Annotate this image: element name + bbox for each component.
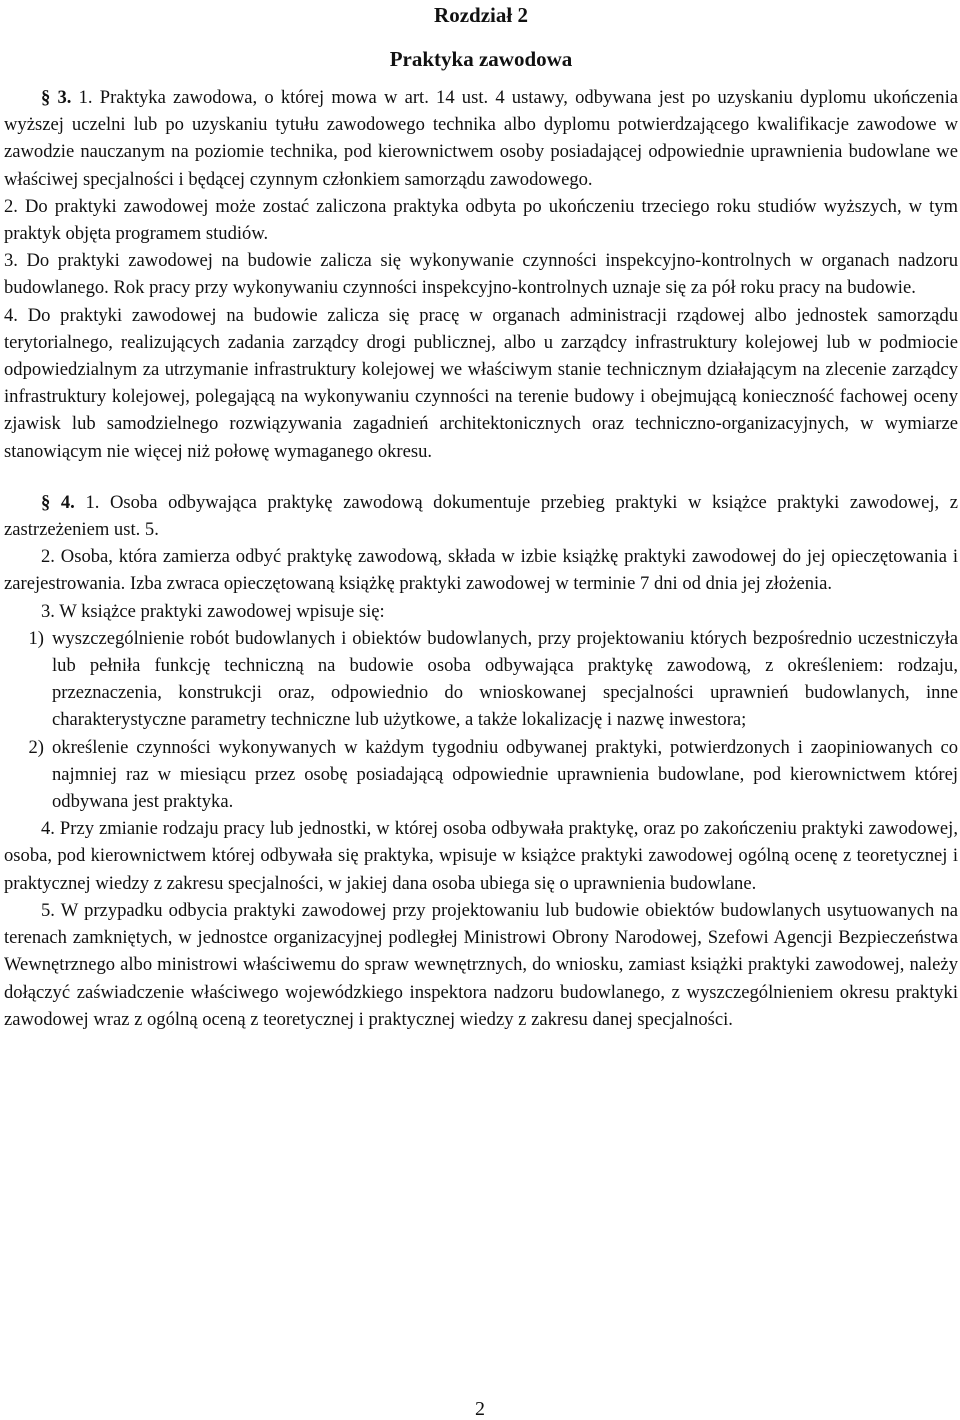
section-4-paragraph-2: 2. Osoba, która zamierza odbyć praktykę zawodową, składa w izbie książkę praktyki zawodowej do jej opieczętowania i zarejestrowania. Izba zwraca opieczętowaną książkę praktyki zawodowej w terminie 7 dni od dnia jej złożenia.: [4, 546, 958, 595]
list-item-number: 1): [28, 627, 44, 649]
document-page: [4, 0, 958, 1033]
list-item-number: 2): [28, 736, 44, 758]
chapter-title: Rozdział 2: [434, 3, 528, 27]
section-4-paragraph-3: 3. W książce praktyki zawodowej wpisuje się:: [41, 600, 385, 622]
section-4-mark: § 4.: [41, 491, 75, 513]
page-number: 2: [475, 1398, 485, 1420]
chapter-subtitle: Praktyka zawodowa: [389, 47, 573, 71]
section-3-paragraph-2: 2. Do praktyki zawodowej może zostać zaliczona praktyka odbyta po ukończeniu trzeciego roku studiów wyższych, w tym praktyk objęta programem studiów.: [4, 195, 958, 245]
section-3-mark: § 3.: [41, 87, 72, 108]
list-item-text: określenie czynności wykonywanych w każdym tygodniu odbywanej praktyki, potwierdzonych i zaopiniowanych co najmniej raz w miesiącu przez osobę posiadającą odpowiednie uprawnienia budowlane, pod kierownictwem której odbywana jest praktyka.: [52, 736, 958, 813]
section-4-paragraph-1-text: 1. Osoba odbywająca praktykę zawodową dokumentuje przebieg praktyki w książce praktyki zawodowej, z zastrzeżeniem ust. 5.: [4, 491, 959, 541]
section-4-paragraph-5: 5. W przypadku odbycia praktyki zawodowej przy projektowaniu lub budowie obiektów budowlanych usytuowanych na terenach zamkniętych, w jednostce organizacyjnej podległej Ministrowi Obrony Narodowej, Szefowi Agencji Bezpieczeństwa Wewnętrznego albo ministrowi właściwemu do spraw wewnętrznych, do wniosku, zamiast książki praktyki zawodowej, należy dołączyć zaświadczenie właściwego wojewódzkiego inspektora nadzoru budowlanego, z wyszczególnieniem okresu praktyki zawodowej wraz z ogólną oceną z teoretycznej i praktycznej wiedzy z zakresu danej specjalności.: [4, 899, 958, 1030]
section-3-paragraph-1-text: 1. Praktyka zawodowa, o której mowa w art. 14 ust. 4 ustawy, odbywana jest po uzyskaniu dyplomu ukończenia wyższej uczelni lub po uzyskaniu tytułu zawodowego technika albo dyplomu potwierdzającego kwalifikacje zawodowe w zawodzie nauczanym na poziomie technika, pod kierownictwem osoby posiadającej odpowiednie uprawnienia budowlane we właściwej specjalności i będącej czynnym członkiem samorządu zawodowego.: [4, 87, 958, 190]
section-3-paragraph-1: [4, 84, 958, 193]
section-3-paragraph-4: 4. Do praktyki zawodowej na budowie zalicza się pracę w organach administracji rządowej albo jednostek samorządu terytorialnego, realizujących zadania zarządcy drogi publicznej, albo u zarządcy infrastruktury kolejowej lub w podmiocie odpowiedzialnym za utrzymanie infrastruktury kolejowej we właściwym stanie technicznym działającym na zlecenie zarządcy infrastruktury kolejowej, polegającą na wykonywaniu czynności na terenie budowy i obejmującą konieczność fachowej oceny zjawisk lub samodzielnego rozwiązywania zagadnień architektonicznych oraz techniczno-organizacyjnych, w wymiarze stanowiącym nie więcej niż połowę wymaganego okresu.: [4, 304, 958, 462]
section-4-paragraph-1: [4, 489, 958, 543]
section-3: [4, 84, 958, 465]
section-4: [4, 489, 958, 1033]
list-item-text: wyszczególnienie robót budowlanych i obiektów budowlanych, przy projektowaniu których bezpośrednio uczestniczyła lub pełniła funkcję techniczną na budowie osoba odbywająca praktykę zawodową, z określeniem: rodzaju, przeznaczenia, konstrukcji oraz, odpowiednio do wnioskowanej specjalności uprawnień budowlanych, inne charakterystyczne parametry techniczne lub użytkowe, a także lokalizację i nazwę inwestora;: [52, 627, 958, 731]
list-item: [4, 734, 958, 816]
section-4-paragraph-4: 4. Przy zmianie rodzaju pracy lub jednostki, w której osoba odbywała praktykę, oraz po zakończeniu praktyki zawodowej, osoba, pod kierownictwem której odbywała się praktyka, wpisuje w książce praktyki zawodowej ogólną ocenę z teoretycznej i praktycznej wiedzy z zakresu specjalności, w jakiej dana osoba ubiega się o uprawnienia budowlane.: [4, 818, 958, 894]
section-3-paragraph-3: 3. Do praktyki zawodowej na budowie zalicza się wykonywanie czynności inspekcyjno-kontrolnych w organach nadzoru budowlanego. Rok pracy przy wykonywaniu czynności inspekcyjno-kontrolnych uznaje się za pół roku pracy na budowie.: [4, 250, 958, 299]
list-item: [4, 625, 958, 734]
